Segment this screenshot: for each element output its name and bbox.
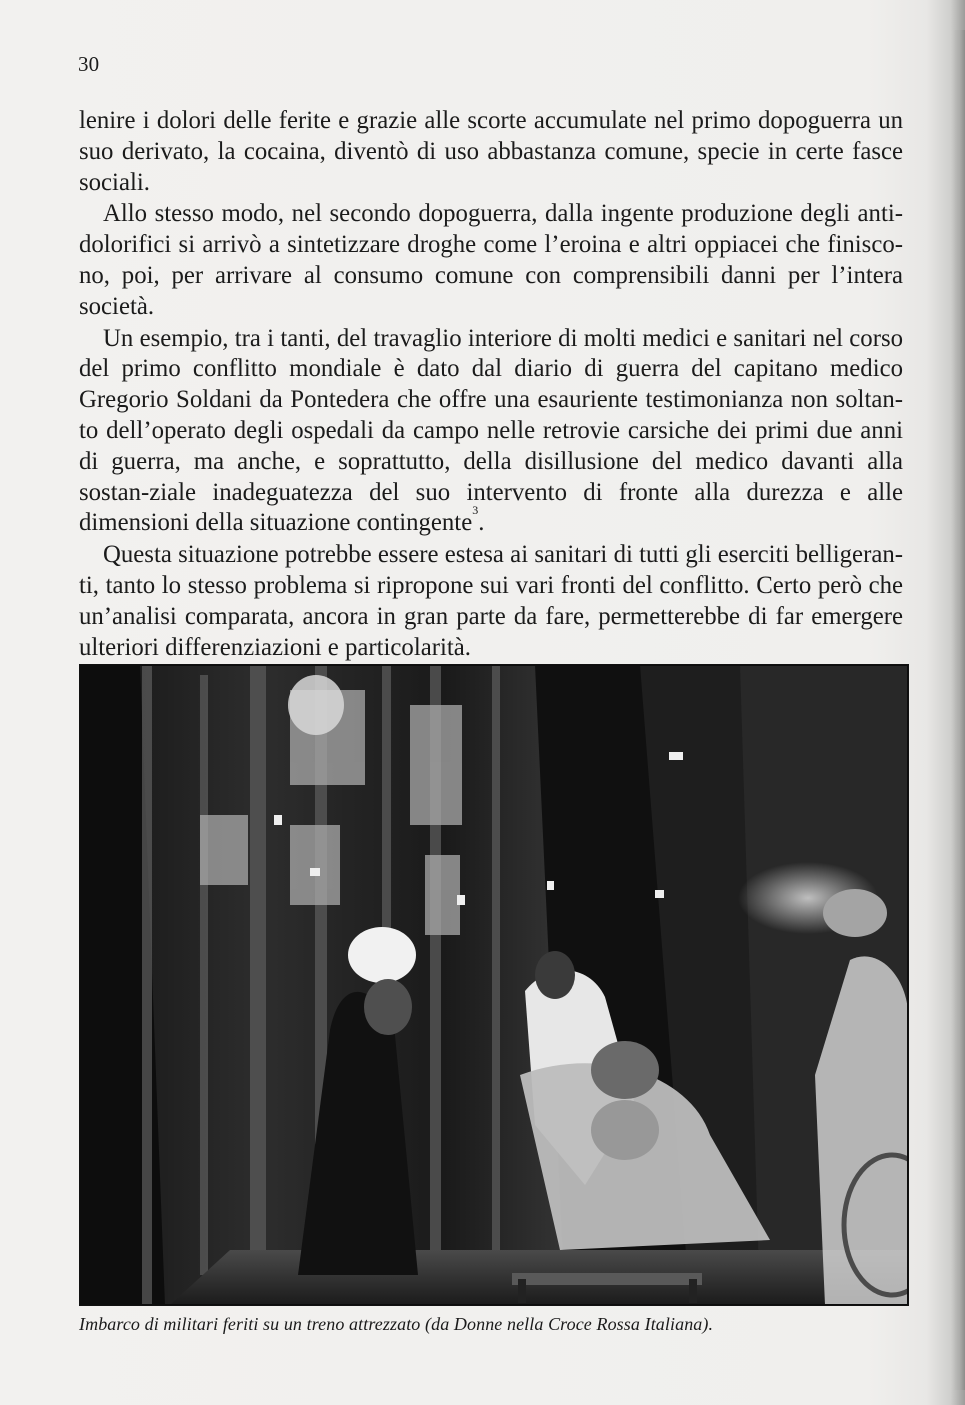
train-sign <box>310 868 320 876</box>
paragraph-2: Allo stesso modo, nel secondo dopoguerra, dalla ingente produzione degli anti-dolorifici si arrivò a sintetizzare droghe come l’eroina e altri oppiacei che finisco-no, poi, per arrivare al consumo comune con comprensibili danni per l’intera società. <box>79 200 903 320</box>
stretcher-leg <box>518 1279 526 1303</box>
train-window <box>425 855 460 935</box>
train-rail <box>250 665 266 1305</box>
stretcher-frame <box>512 1273 702 1285</box>
paragraph-1: lenire i dolori delle ferite e grazie alle scorte accumulate nel primo dopoguerra un suo derivato, la cocaina, diventò di uso abbastanza comune, specie in certe fasce sociali. <box>79 107 903 196</box>
stretcher-leg <box>689 1279 697 1303</box>
historical-photo <box>79 664 909 1306</box>
train-sign <box>274 815 282 825</box>
soldier-cap <box>591 1041 659 1099</box>
train-window <box>410 705 462 825</box>
bowed-head <box>591 1100 659 1160</box>
train-rail <box>492 665 500 1305</box>
photo-caption: Imbarco di militari feriti su un treno attrezzato (da Donne nella Croce Rossa Italiana). <box>79 1314 714 1334</box>
woman-hat <box>364 979 412 1035</box>
footnote-reference: 3 <box>472 503 479 518</box>
train-sign <box>547 881 554 890</box>
hat <box>348 927 416 983</box>
train-sign <box>457 895 465 905</box>
paragraph-3: Un esempio, tra i tanti, del travaglio interiore di molti medici e sanitari nel corso del primo conflitto mondiale è dato dal diario di guerra del capitano medico Gregorio Soldani da Pontedera che offre una esauriente testimonianza non soltan-to dell’operato degli ospedali da campo nelle retrovie carsiche dei primi due anni di guerra, ma anche, e soprattutto, della disillusione del medico davanti alla sostan-ziale inadeguatezza del suo intervento di fronte alla durezza e alle dimensioni della situazione contingente$^3$. <box>79 324 903 537</box>
train-rail <box>200 675 208 1275</box>
train-sign <box>655 890 664 898</box>
window-highlight <box>288 675 344 735</box>
train-sign <box>669 752 683 760</box>
nurse-head <box>535 951 575 999</box>
train-rail <box>142 665 152 1305</box>
train-window <box>200 815 248 885</box>
page-number: 30 <box>78 52 100 76</box>
train-window <box>290 825 340 905</box>
body-text <box>79 106 903 663</box>
photo-reconstruction <box>80 665 908 1305</box>
paragraph-4: Questa situazione potrebbe essere estesa ai sanitari di tutti gli eserciti belligeran-ti, tanto lo stesso problema si ripropone sui vari fronti del conflitto. Certo però che un’analisi comparata, ancora in gran parte da fare, permetterebbe di far emergere ulteriori differenziazioni e particolarità. <box>79 541 903 661</box>
paragraph-3-text: Un esempio, tra i tanti, del travaglio interiore di molti medici e sanitari nel corso del primo conflitto mondiale è dato dal diario di guerra del capitano medico Gregorio Soldani da Pontedera che offre una esauriente testimonianza non soltan-to dell’operato degli ospedali da campo nelle retrovie carsiche dei primi due anni di guerra, ma anche, e soprattutto, della disillusione del medico davanti alla sostan-ziale inadeguatezza del suo intervento di fronte alla durezza e alle dimensioni della situazione contingente <box>79 324 903 537</box>
page-edge-shadow <box>953 30 965 1390</box>
standing-man-cap <box>823 889 887 937</box>
